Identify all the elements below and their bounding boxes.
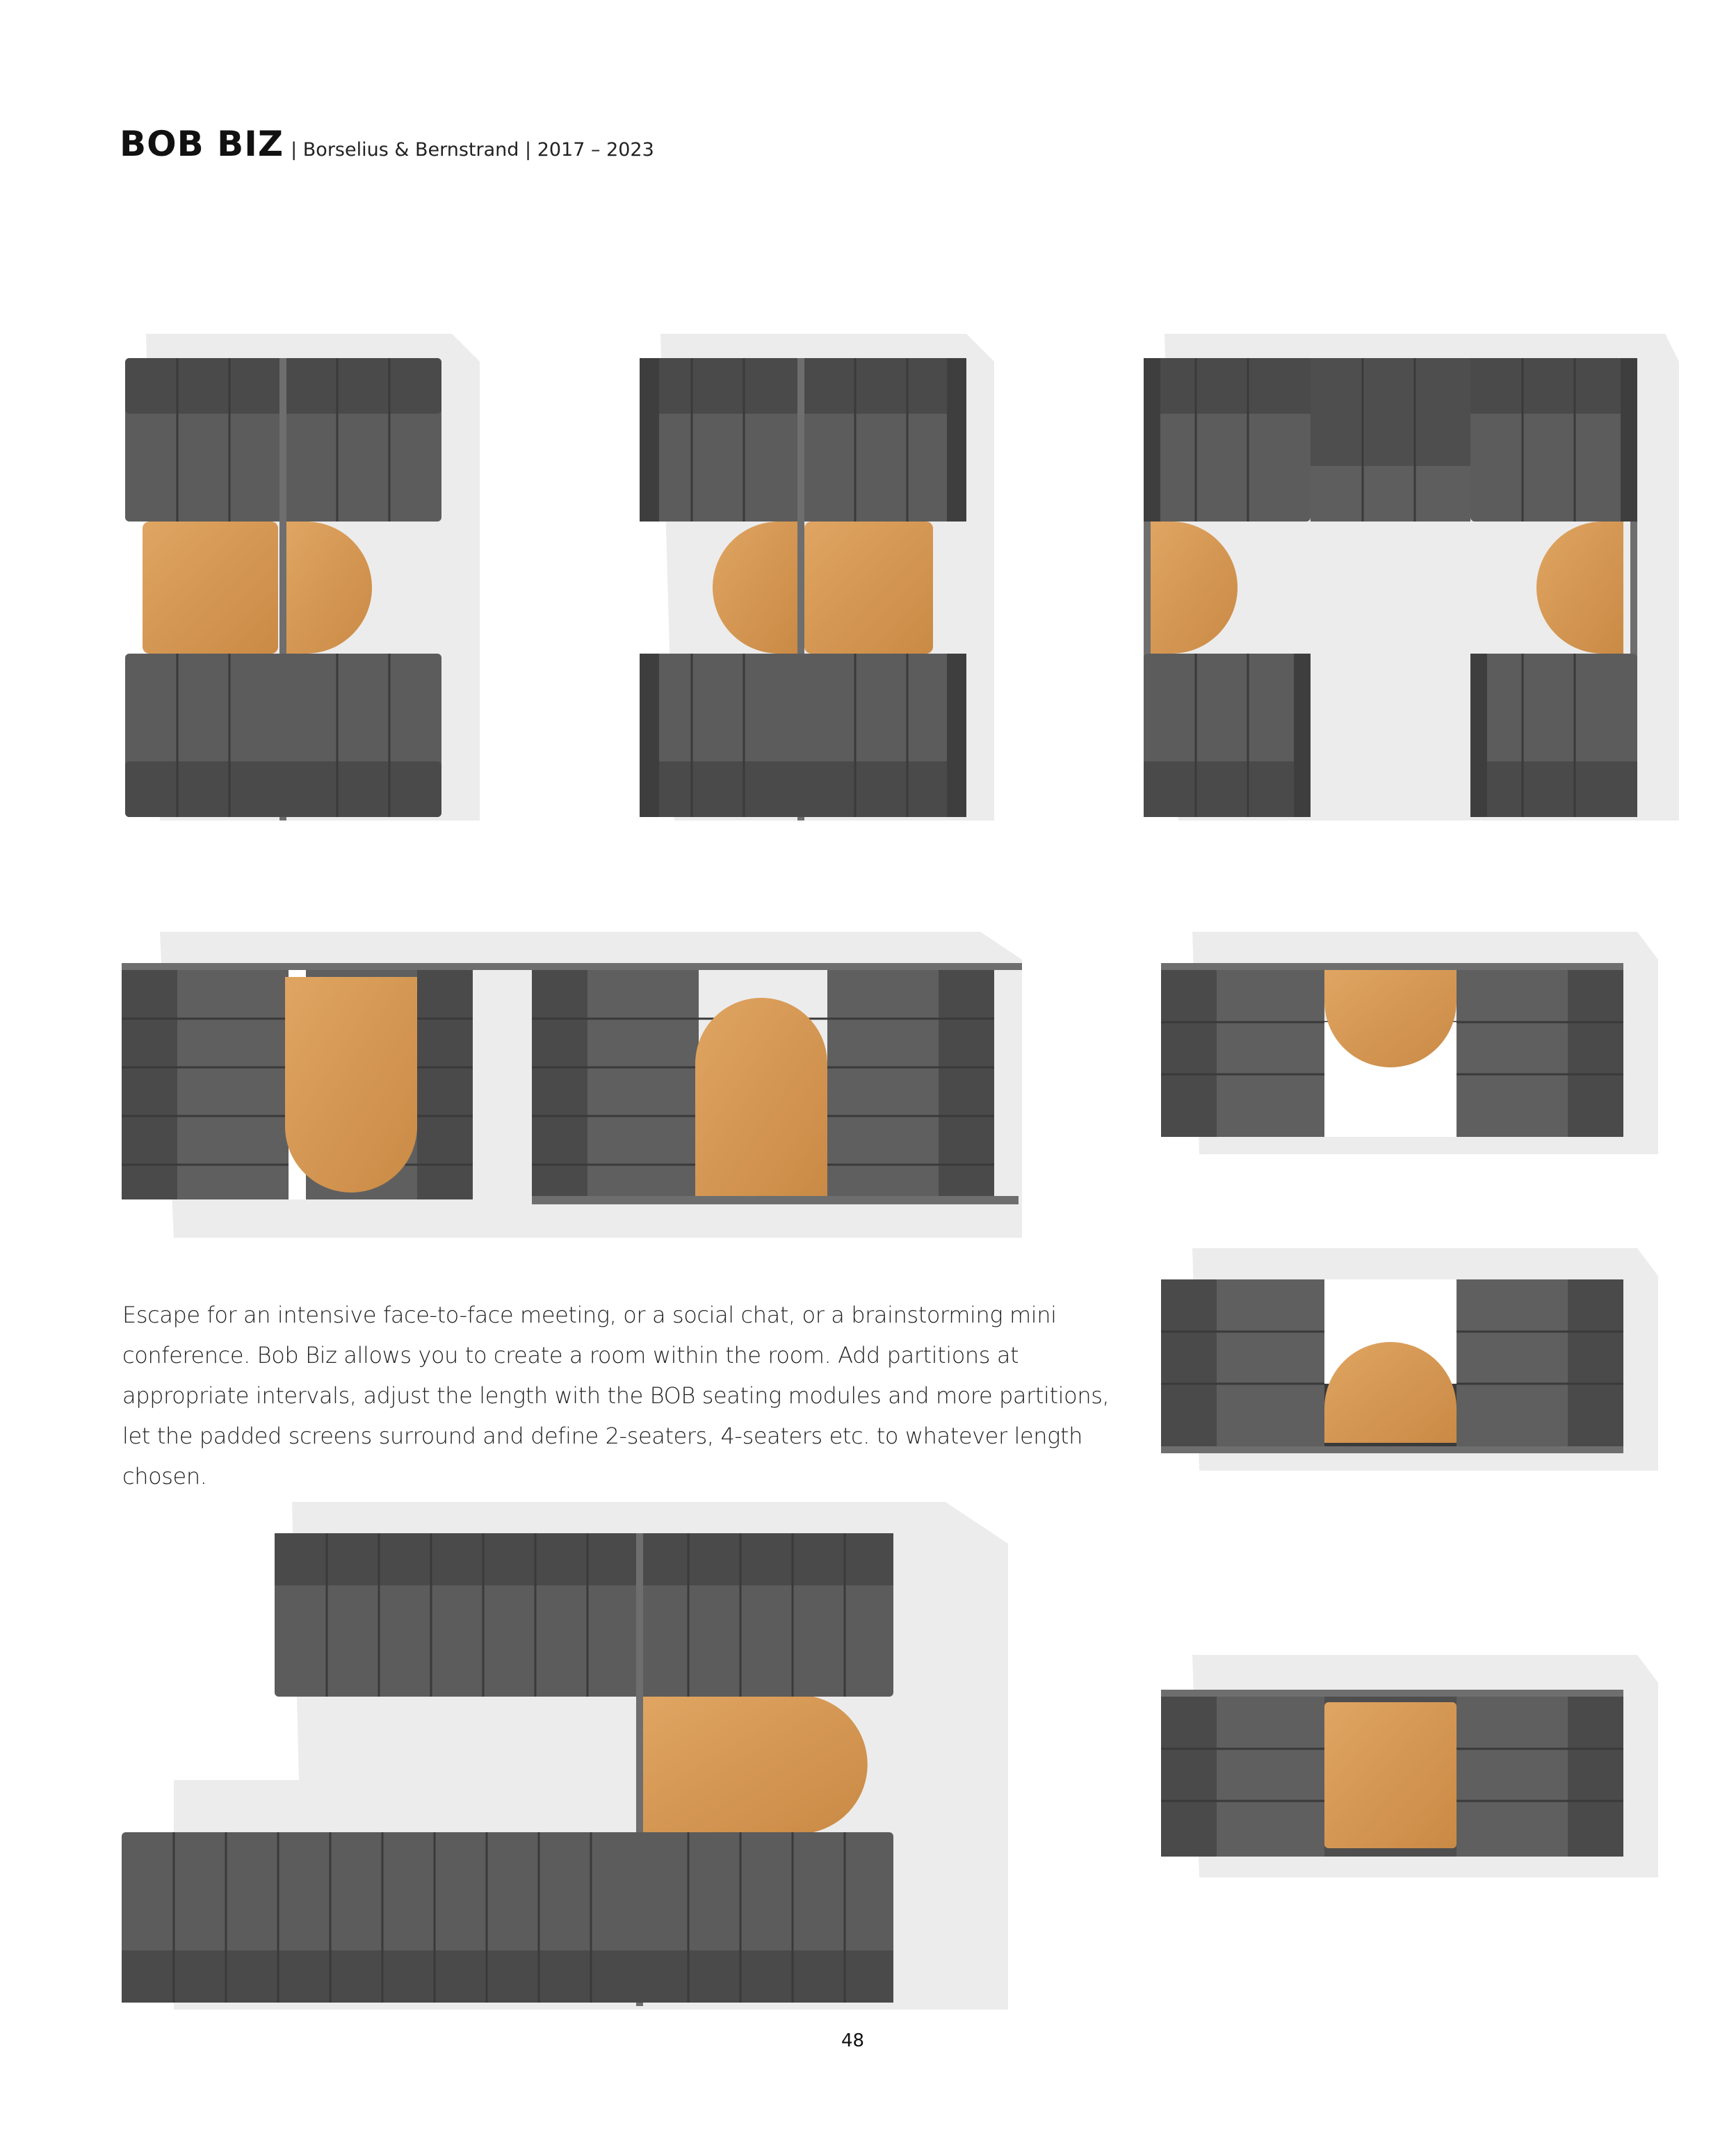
layout-illustration-4 — [118, 890, 1022, 1238]
page-number: 48 — [841, 2030, 865, 2051]
layout-illustration-8 — [1158, 1641, 1658, 1877]
layout-illustration-3 — [1137, 306, 1679, 821]
product-title: BOB BIZ — [120, 124, 284, 164]
layout-illustration-6 — [1158, 1220, 1658, 1471]
layout-illustration-7 — [118, 1488, 1008, 2010]
layout-illustration-2 — [633, 306, 994, 821]
layout-illustration-5 — [1158, 904, 1658, 1154]
product-description: Escape for an intensive face-to-face meeting, or a social chat, or a brainstorming mini conference. Bob Biz allows you to create a room within the room. Add partitions at appropriate intervals, adjust the length with the BOB seating modules and more partitions, let the padded screens surround and define 2-seaters, 4-seaters etc. to whatever length chosen. — [122, 1302, 1110, 1489]
page-header — [120, 124, 654, 164]
layout-illustration-1 — [118, 306, 480, 821]
product-meta: | Borselius & Bernstrand | 2017 – 2023 — [291, 139, 654, 161]
